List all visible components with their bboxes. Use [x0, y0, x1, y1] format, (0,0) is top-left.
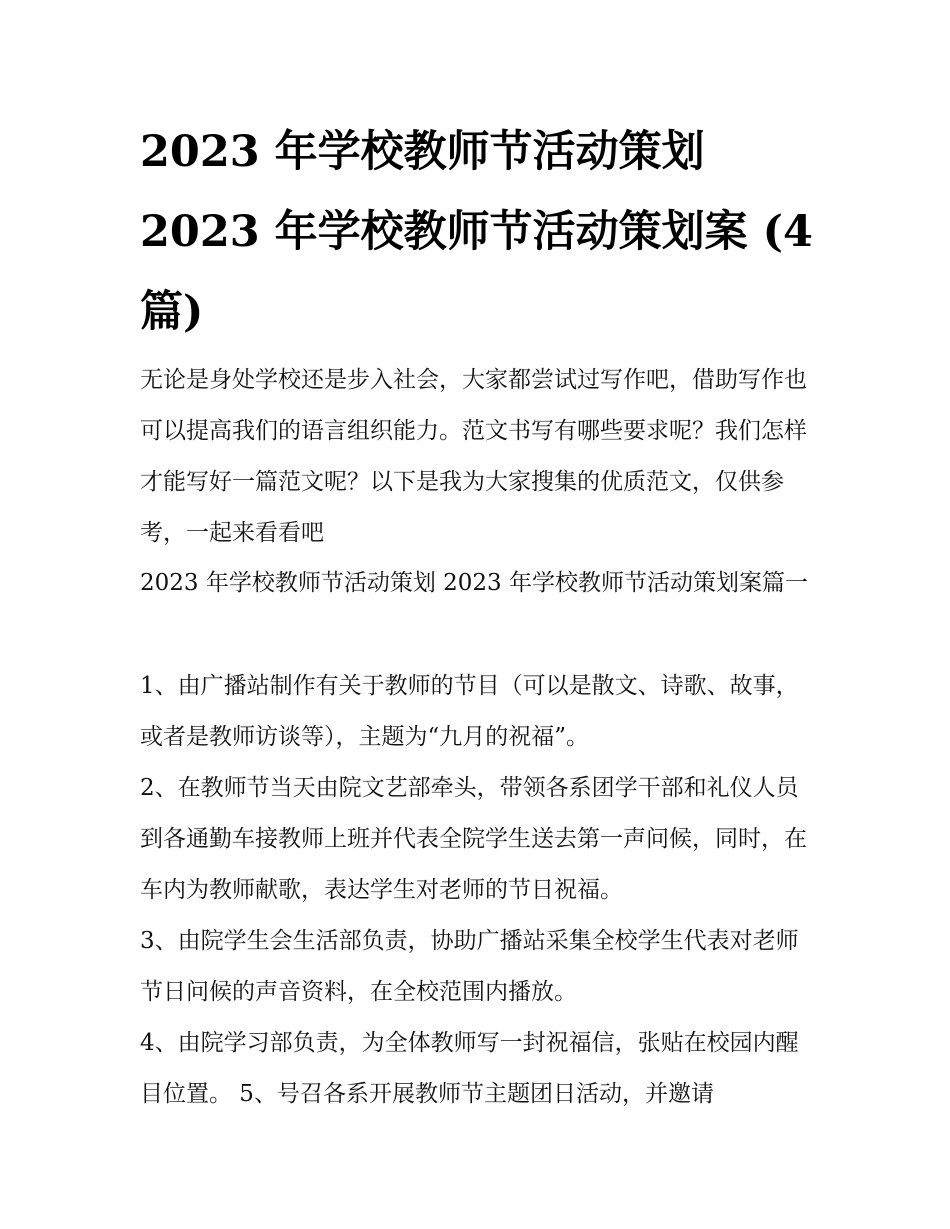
section-heading: 2023 年学校教师节活动策划 2023 年学校教师节活动策划案篇一	[140, 570, 808, 596]
list-item: 3、由院学生会生活部负责，协助广播站采集全校学生代表对老师节日问候的声音资料，在全校范围内播放。	[140, 928, 799, 1005]
list-item: 1、由广播站制作有关于教师的节目（可以是散文、诗歌、故事，或者是教师访谈等），主题为“九月的祝福”。	[140, 673, 799, 750]
intro-paragraph: 无论是身处学校还是步入社会，大家都尝试过写作吧，借助写作也可以提高我们的语言组织能力。范文书写有哪些要求呢？我们怎样才能写好一篇范文呢？以下是我为大家搜集的优质范文，仅供参考，一起来看看吧	[140, 367, 807, 546]
list-item: 2、在教师节当天由院文艺部牵头，带领各系团学干部和礼仪人员到各通勤车接教师上班并代表全院学生送去第一声问候，同时，在车内为教师献歌，表达学生对老师的节日祝福。	[140, 775, 807, 903]
document-title: 2023 年学校教师节活动策划 2023 年学校教师节活动策划案 (4 篇)	[140, 127, 813, 337]
list-item: 4、由院学习部负责，为全体教师写一封祝福信，张贴在校园内醒目位置。 5、号召各系开展教师节主题团日活动，并邀请	[140, 1030, 799, 1107]
